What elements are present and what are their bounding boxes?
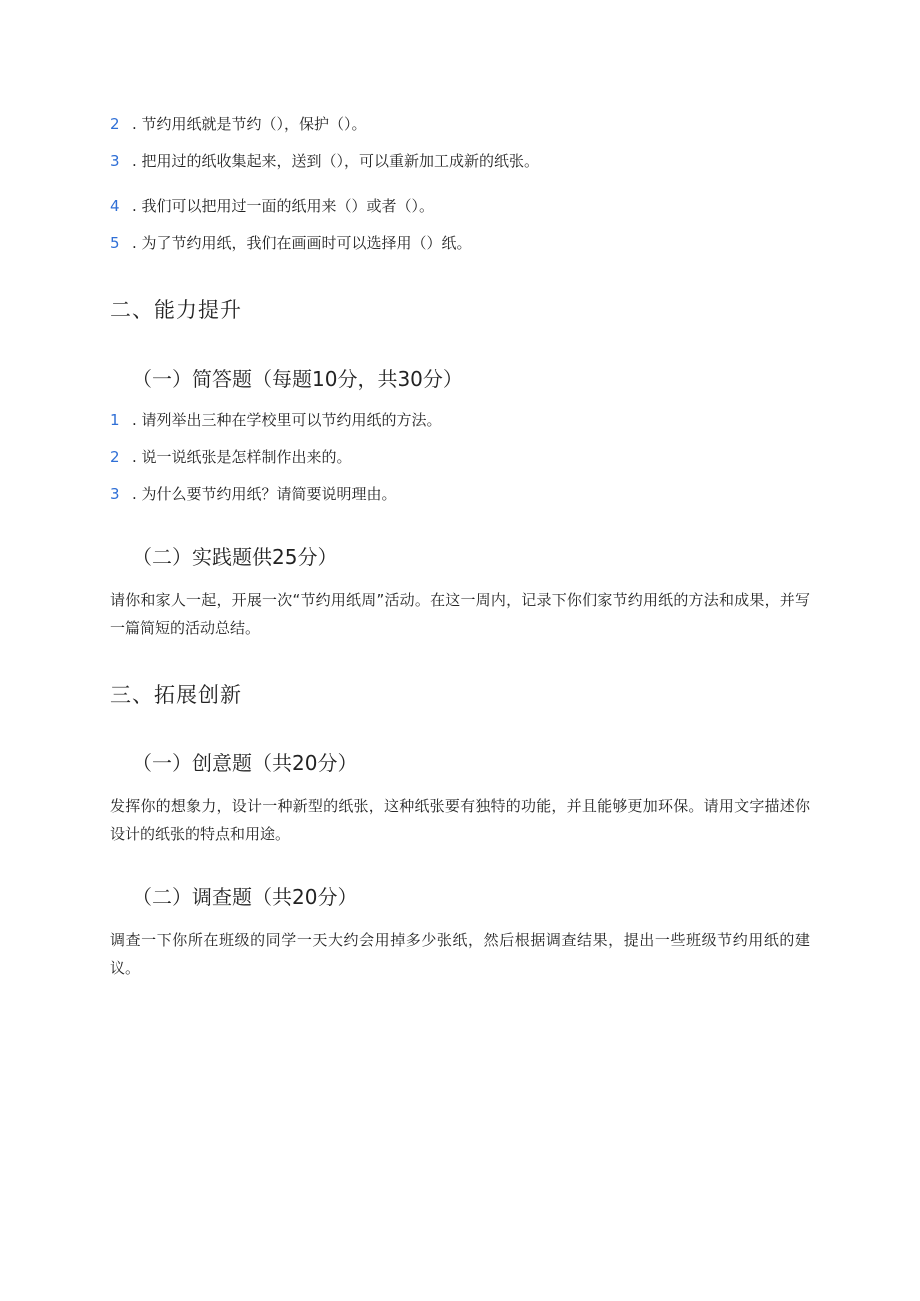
question-text: . 为什么要节约用纸？请简要说明理由。: [132, 485, 397, 503]
question-item: [110, 484, 397, 504]
question-item: [110, 114, 367, 134]
question-number: 4: [110, 197, 120, 215]
question-number: 2: [110, 448, 120, 466]
question-item: [110, 233, 472, 253]
question-number: 3: [110, 152, 120, 170]
subsection-heading: （一）创意题（共20分）: [132, 751, 358, 775]
question-number: 5: [110, 234, 120, 252]
section-heading: 二、能力提升: [110, 298, 242, 322]
question-text: . 我们可以把用过一面的纸用来（）或者（）。: [132, 197, 435, 215]
question-paragraph: 请你和家人一起，开展一次“节约用纸周”活动。在这一周内，记录下你们家节约用纸的方法和成果，并写一篇简短的活动总结。: [110, 591, 810, 637]
question-paragraph: 调查一下你所在班级的同学一天大约会用掉多少张纸，然后根据调查结果，提出一些班级节约用纸的建议。: [110, 931, 810, 977]
subsection-heading: （二）实践题供25分）: [132, 545, 338, 569]
question-text: . 为了节约用纸，我们在画画时可以选择用（）纸。: [132, 234, 472, 252]
question-paragraph: 发挥你的想象力，设计一种新型的纸张，这种纸张要有独特的功能，并且能够更加环保。请用文字描述你设计的纸张的特点和用途。: [110, 797, 810, 843]
question-number: 2: [110, 115, 120, 133]
subsection-heading: （一）简答题（每题10分，共30分）: [132, 367, 463, 391]
question-text: . 节约用纸就是节约（），保护（）。: [132, 115, 367, 133]
subsection-heading: （二）调查题（共20分）: [132, 885, 358, 909]
question-text: . 说一说纸张是怎样制作出来的。: [132, 448, 352, 466]
question-item: [110, 447, 352, 467]
section-heading: 三、拓展创新: [110, 683, 242, 707]
question-text: . 请列举出三种在学校里可以节约用纸的方法。: [132, 411, 442, 429]
question-number: 3: [110, 485, 120, 503]
question-item: [110, 410, 442, 430]
question-item: [110, 151, 539, 171]
question-text: . 把用过的纸收集起来，送到（），可以重新加工成新的纸张。: [132, 152, 540, 170]
question-item: [110, 196, 434, 216]
question-number: 1: [110, 411, 120, 429]
